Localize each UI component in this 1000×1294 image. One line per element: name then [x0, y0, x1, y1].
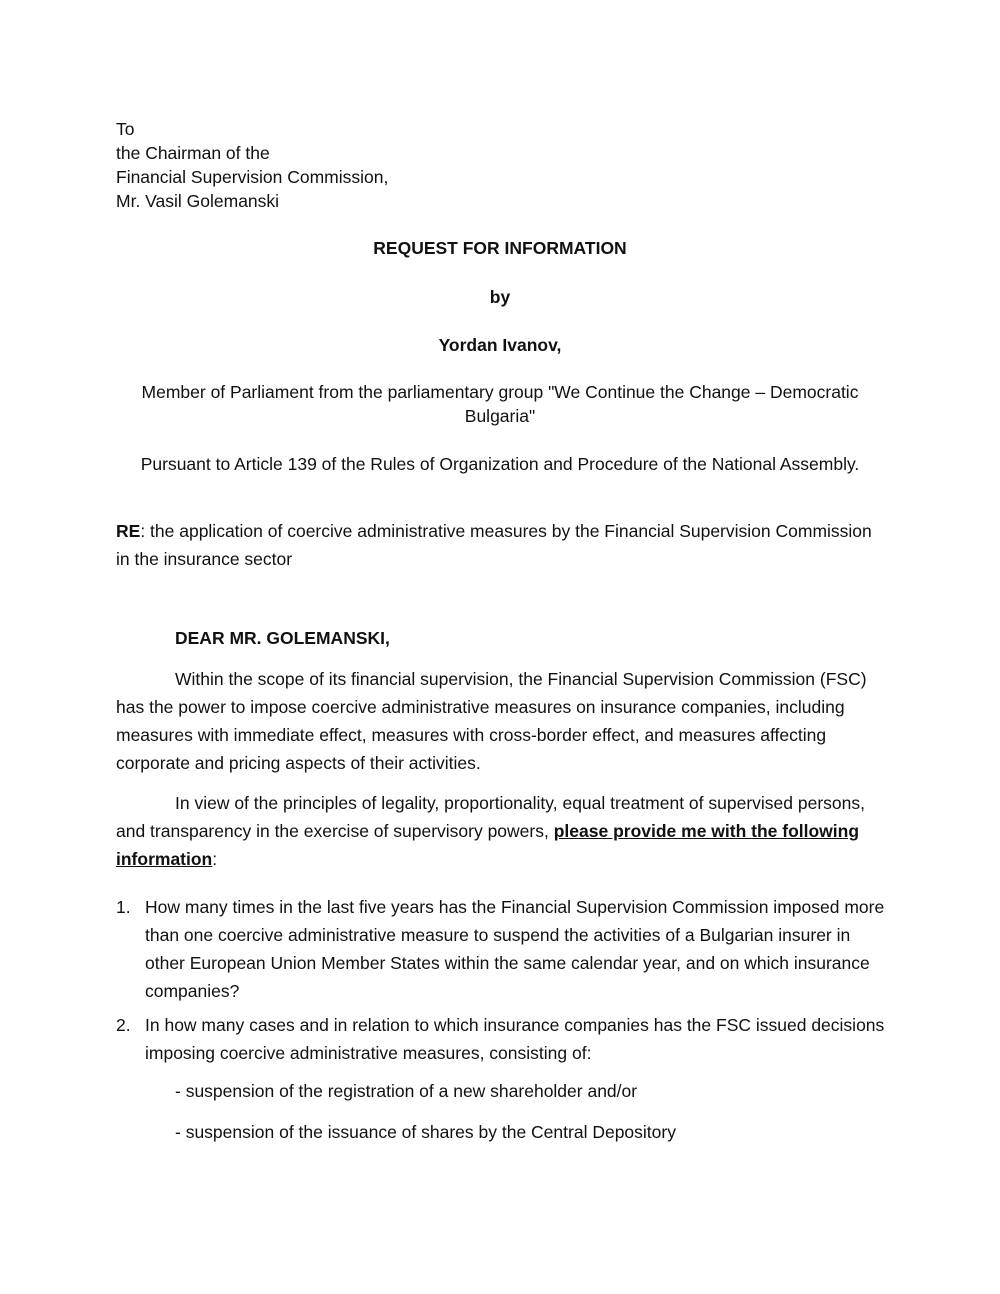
subject-label: RE	[116, 521, 141, 541]
paragraph-text: In view of the principles of legality, proportionality, equal treatment of supervised persons, and transparency in the exercise of supervisory powers,	[116, 793, 865, 841]
author-name: Yordan Ivanov,	[438, 335, 562, 355]
sub-item: - suspension of the registration of a new shareholder and/or	[175, 1081, 638, 1101]
body-paragraph-2	[116, 789, 886, 873]
question-item	[116, 893, 886, 1005]
subject-text: : the application of coercive administrative measures by the Financial Supervision Commission in the insurance sector	[116, 521, 872, 569]
by-label: by	[489, 287, 511, 307]
addressee-line: Financial Supervision Commission,	[116, 167, 389, 187]
question-item	[116, 1011, 886, 1067]
question-list	[116, 893, 886, 1073]
question-number: 1.	[116, 897, 131, 917]
addressee-line: the Chairman of the	[116, 143, 270, 163]
paragraph-text: Within the scope of its financial supervision, the Financial Supervision Commission (FSC) has the power to impose coercive administrative measures on insurance companies, including measures with immediate effect, measures with cross-border effect, and measures affecting corporate and pricing aspects of their activities.	[116, 669, 867, 773]
salutation: DEAR MR. GOLEMANSKI,	[175, 628, 390, 648]
question-number: 2.	[116, 1015, 131, 1035]
addressee-line: Mr. Vasil Golemanski	[116, 191, 280, 211]
addressee-line: To	[116, 119, 135, 139]
author-affiliation: Member of Parliament from the parliamentary group "We Continue the Change – Democratic Bulgaria"	[141, 382, 859, 426]
question-text: How many times in the last five years has the Financial Supervision Commission imposed more than one coercive administrative measure to suspend the activities of a Bulgarian insurer in other European Union Member States within the same calendar year, and on which insurance companies?	[145, 897, 885, 1001]
sub-item: - suspension of the issuance of shares by the Central Depository	[175, 1122, 676, 1142]
paragraph-punctuation: :	[212, 849, 218, 869]
document-title: REQUEST FOR INFORMATION	[373, 238, 627, 258]
question-text: In how many cases and in relation to which insurance companies has the FSC issued decisions imposing coercive administrative measures, consisting of:	[145, 1015, 885, 1063]
body-paragraph-1	[116, 665, 886, 777]
subject-line	[116, 517, 886, 573]
request-emphasis: please provide me with the following information	[116, 821, 860, 869]
legal-basis: Pursuant to Article 139 of the Rules of Organization and Procedure of the National Assembly.	[140, 454, 860, 474]
addressee-block	[116, 117, 886, 213]
